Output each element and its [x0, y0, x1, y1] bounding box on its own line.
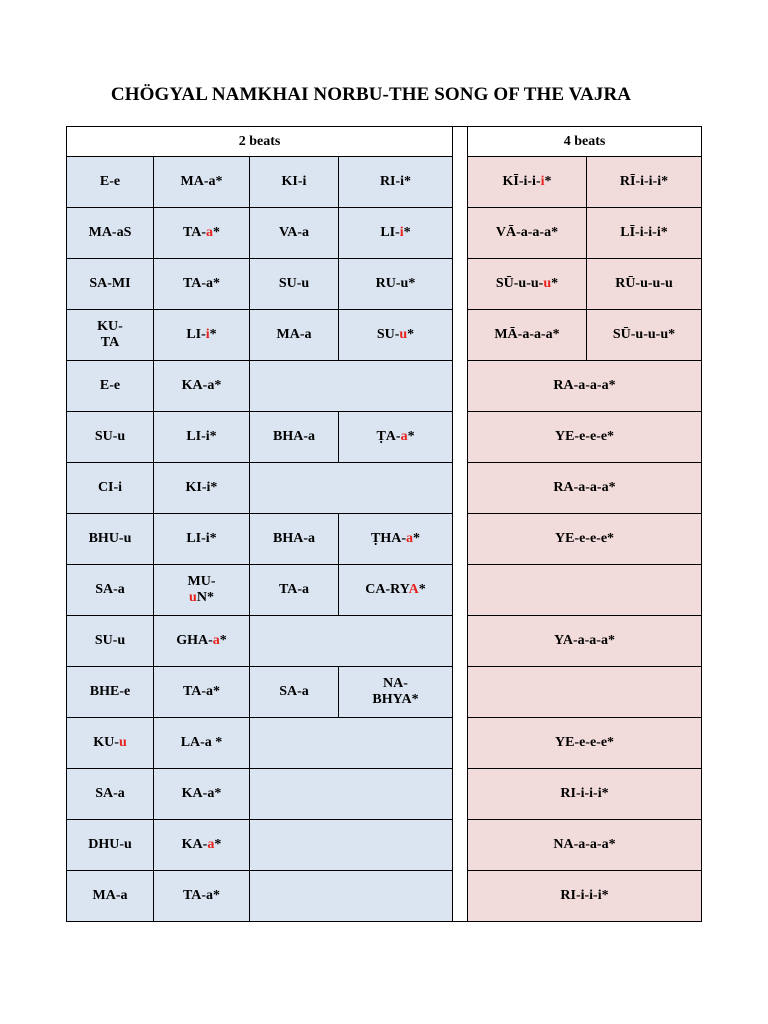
- empty-two-beat-cell: [250, 361, 453, 412]
- four-beat-cell: [587, 157, 702, 208]
- column-gap: [453, 769, 468, 820]
- syllable-text: KU- TA: [97, 319, 123, 350]
- two-beat-cell: [339, 208, 453, 259]
- syllable-text: MU-: [187, 574, 216, 589]
- syllable-text: LI-: [186, 327, 206, 342]
- syllable-text: SA-a: [95, 786, 125, 801]
- two-beat-cell: [339, 259, 453, 310]
- table-row: [67, 871, 702, 922]
- syllable-text: YE-e-e-e*: [554, 735, 615, 750]
- table-row: [67, 565, 702, 616]
- two-beat-cell: [154, 667, 250, 718]
- syllable-text: LI-i*: [186, 531, 217, 546]
- header-4-beats: 4 beats: [468, 127, 702, 157]
- syllable-text: KU-: [93, 735, 119, 750]
- syllable-text: RA-a-a-a*: [553, 378, 616, 393]
- header-2-beats: 2 beats: [67, 127, 453, 157]
- syllable-text: SA-a: [95, 582, 125, 597]
- highlight-syllable: u: [543, 276, 552, 291]
- two-beat-cell: [67, 259, 154, 310]
- two-beat-cell: [154, 769, 250, 820]
- two-beat-cell: [67, 157, 154, 208]
- empty-two-beat-cell: [250, 718, 453, 769]
- column-gap: [453, 127, 468, 157]
- syllable-text: MA-a: [92, 888, 128, 903]
- syllable-text: TA-a*: [182, 888, 221, 903]
- syllable-text: *: [418, 582, 426, 597]
- syllable-text: RI-i-i-i*: [560, 888, 609, 903]
- syllable-text: BHU-u: [88, 531, 132, 546]
- table-row: [67, 361, 702, 412]
- syllable-text: E-e: [99, 378, 121, 393]
- syllable-text: ṬHA-: [371, 531, 406, 546]
- syllable-text: *: [209, 327, 217, 342]
- syllable-text: MA-aS: [88, 225, 132, 240]
- syllable-text: LĪ-i-i-i*: [620, 225, 668, 240]
- two-beat-cell: [339, 412, 453, 463]
- syllable-text: MA-a: [276, 327, 312, 342]
- syllable-text: BHA-a: [273, 429, 315, 444]
- two-beat-cell: [67, 667, 154, 718]
- two-beat-cell: [154, 616, 250, 667]
- two-beat-cell: [154, 310, 250, 361]
- syllable-text: YE-e-e-e*: [554, 531, 615, 546]
- four-beat-cell: [468, 361, 702, 412]
- two-beat-cell: [67, 310, 154, 361]
- syllable-text: SA-a: [279, 684, 309, 699]
- syllable-text: *: [551, 276, 559, 291]
- highlight-syllable: A: [408, 582, 419, 597]
- highlight-syllable: i: [540, 174, 545, 189]
- page-title: CHÖGYAL NAMKHAI NORBU-THE SONG OF THE VAJRA: [110, 84, 632, 105]
- four-beat-cell: [468, 718, 702, 769]
- two-beat-cell: [154, 208, 250, 259]
- two-beat-cell: [67, 769, 154, 820]
- syllable-text: SŪ-u-u-u*: [612, 327, 676, 342]
- two-beat-cell: [250, 259, 339, 310]
- highlight-syllable: i: [205, 327, 210, 342]
- table-row: [67, 259, 702, 310]
- two-beat-cell: [67, 361, 154, 412]
- column-gap: [453, 514, 468, 565]
- two-beat-cell: [67, 412, 154, 463]
- four-beat-cell: [468, 208, 587, 259]
- header-row: [67, 127, 702, 157]
- highlight-syllable: a: [400, 429, 408, 444]
- column-gap: [453, 208, 468, 259]
- empty-two-beat-cell: [250, 616, 453, 667]
- table-row: [67, 718, 702, 769]
- four-beat-cell: [468, 769, 702, 820]
- column-gap: [453, 157, 468, 208]
- four-beat-cell: [587, 208, 702, 259]
- table-body: [67, 127, 702, 922]
- highlight-syllable: u: [118, 735, 127, 750]
- syllable-text: TA-a: [278, 582, 310, 597]
- two-beat-cell: [339, 565, 453, 616]
- two-beat-cell: [250, 208, 339, 259]
- two-beat-cell: [154, 514, 250, 565]
- two-beat-cell: [339, 157, 453, 208]
- two-beat-cell: [154, 871, 250, 922]
- table-row: [67, 514, 702, 565]
- table-row: [67, 157, 702, 208]
- syllable-text: *: [544, 174, 552, 189]
- two-beat-cell: [67, 208, 154, 259]
- syllable-text: *: [403, 225, 411, 240]
- syllable-text: E-e: [99, 174, 121, 189]
- highlight-syllable: u: [399, 327, 408, 342]
- syllable-text: RA-a-a-a*: [553, 480, 616, 495]
- column-gap: [453, 463, 468, 514]
- empty-four-beat-cell: [468, 667, 702, 718]
- song-table: [66, 126, 702, 922]
- syllable-text: SU-: [376, 327, 400, 342]
- column-gap: [453, 259, 468, 310]
- four-beat-cell: [468, 310, 587, 361]
- syllable-text: CA-RY: [365, 582, 409, 597]
- two-beat-cell: [67, 820, 154, 871]
- two-beat-cell: [339, 667, 453, 718]
- syllable-text: *: [214, 837, 222, 852]
- syllable-text: TA-: [182, 225, 207, 240]
- two-beat-cell: [154, 157, 250, 208]
- column-gap: [453, 361, 468, 412]
- two-beat-cell: [67, 565, 154, 616]
- two-beat-cell: [250, 667, 339, 718]
- table-row: [67, 667, 702, 718]
- empty-two-beat-cell: [250, 769, 453, 820]
- column-gap: [453, 565, 468, 616]
- column-gap: [453, 820, 468, 871]
- four-beat-cell: [468, 259, 587, 310]
- syllable-text: CI-i: [97, 480, 123, 495]
- highlight-syllable: u: [189, 590, 197, 605]
- table-row: [67, 820, 702, 871]
- four-beat-cell: [468, 412, 702, 463]
- two-beat-cell: [250, 310, 339, 361]
- four-beat-cell: [468, 871, 702, 922]
- two-beat-cell: [250, 514, 339, 565]
- syllable-text: TA-a*: [182, 684, 221, 699]
- syllable-text: *: [407, 327, 415, 342]
- highlight-syllable: i: [399, 225, 404, 240]
- table-row: [67, 769, 702, 820]
- highlight-syllable: a: [406, 531, 413, 546]
- syllable-text: DHU-u: [88, 837, 132, 852]
- syllable-text: *: [219, 633, 227, 648]
- table-row: [67, 208, 702, 259]
- table-row: [67, 616, 702, 667]
- syllable-text: SU-u: [278, 276, 310, 291]
- syllable-text: LI-: [380, 225, 400, 240]
- syllable-text: NA- BHYA*: [372, 676, 419, 707]
- four-beat-cell: [587, 259, 702, 310]
- syllable-text: N*: [196, 590, 214, 605]
- two-beat-cell: [154, 259, 250, 310]
- syllable-text: RŪ-u-u-u: [615, 276, 673, 291]
- two-beat-cell: [250, 157, 339, 208]
- syllable-text: VA-a: [278, 225, 310, 240]
- syllable-text: LI-i*: [186, 429, 217, 444]
- syllable-text: KA-: [181, 837, 208, 852]
- syllable-text: SU-u: [94, 633, 126, 648]
- syllable-text: RU-u*: [375, 276, 416, 291]
- syllable-text: SU-u: [94, 429, 126, 444]
- two-beat-cell: [154, 565, 250, 616]
- syllable-text: *: [213, 225, 221, 240]
- syllable-text: BHA-a: [273, 531, 315, 546]
- two-beat-cell: [67, 514, 154, 565]
- syllable-text: ṬA-: [376, 429, 401, 444]
- highlight-syllable: a: [207, 837, 215, 852]
- column-gap: [453, 667, 468, 718]
- two-beat-cell: [154, 463, 250, 514]
- two-beat-cell: [250, 412, 339, 463]
- four-beat-cell: [587, 310, 702, 361]
- syllable-text: LA-a *: [180, 735, 223, 750]
- empty-two-beat-cell: [250, 871, 453, 922]
- two-beat-cell: [154, 361, 250, 412]
- two-beat-cell: [67, 718, 154, 769]
- two-beat-cell: [154, 718, 250, 769]
- syllable-text: KĪ-i-i-: [502, 174, 541, 189]
- syllable-text: RI-i-i-i*: [560, 786, 609, 801]
- two-beat-cell: [339, 310, 453, 361]
- empty-two-beat-cell: [250, 820, 453, 871]
- syllable-text: SŪ-u-u-: [495, 276, 544, 291]
- column-gap: [453, 412, 468, 463]
- syllable-text: VĀ-a-a-a*: [495, 225, 559, 240]
- column-gap: [453, 616, 468, 667]
- syllable-text: YE-e-e-e*: [554, 429, 615, 444]
- two-beat-cell: [154, 820, 250, 871]
- four-beat-cell: [468, 820, 702, 871]
- two-beat-cell: [67, 616, 154, 667]
- syllable-text: GHA-: [176, 633, 213, 648]
- syllable-text: YA-a-a-a*: [554, 633, 615, 648]
- syllable-text: KI-i*: [185, 480, 218, 495]
- two-beat-cell: [67, 463, 154, 514]
- four-beat-cell: [468, 463, 702, 514]
- two-beat-cell: [154, 412, 250, 463]
- two-beat-cell: [250, 565, 339, 616]
- four-beat-cell: [468, 616, 702, 667]
- syllable-text: TA-a*: [182, 276, 221, 291]
- syllable-text: BHE-e: [89, 684, 131, 699]
- column-gap: [453, 871, 468, 922]
- syllable-text: MA-a*: [180, 174, 223, 189]
- syllable-text: *: [413, 531, 420, 546]
- table-row: [67, 310, 702, 361]
- syllable-text: MĀ-a-a-a*: [494, 327, 560, 342]
- column-gap: [453, 310, 468, 361]
- two-beat-cell: [67, 871, 154, 922]
- table-row: [67, 412, 702, 463]
- column-gap: [453, 718, 468, 769]
- syllable-text: KA-a*: [181, 786, 222, 801]
- syllable-text: NA-a-a-a*: [553, 837, 616, 852]
- syllable-text: KI-i: [281, 174, 307, 189]
- empty-four-beat-cell: [468, 565, 702, 616]
- table-row: [67, 463, 702, 514]
- syllable-text: RĪ-i-i-i*: [619, 174, 669, 189]
- highlight-syllable: a: [206, 225, 214, 240]
- syllable-text: SA-MI: [89, 276, 131, 291]
- two-beat-cell: [339, 514, 453, 565]
- syllable-text: *: [407, 429, 415, 444]
- four-beat-cell: [468, 157, 587, 208]
- syllable-text: KA-a*: [181, 378, 222, 393]
- four-beat-cell: [468, 514, 702, 565]
- highlight-syllable: a: [212, 633, 220, 648]
- syllable-text: RI-i*: [379, 174, 412, 189]
- empty-two-beat-cell: [250, 463, 453, 514]
